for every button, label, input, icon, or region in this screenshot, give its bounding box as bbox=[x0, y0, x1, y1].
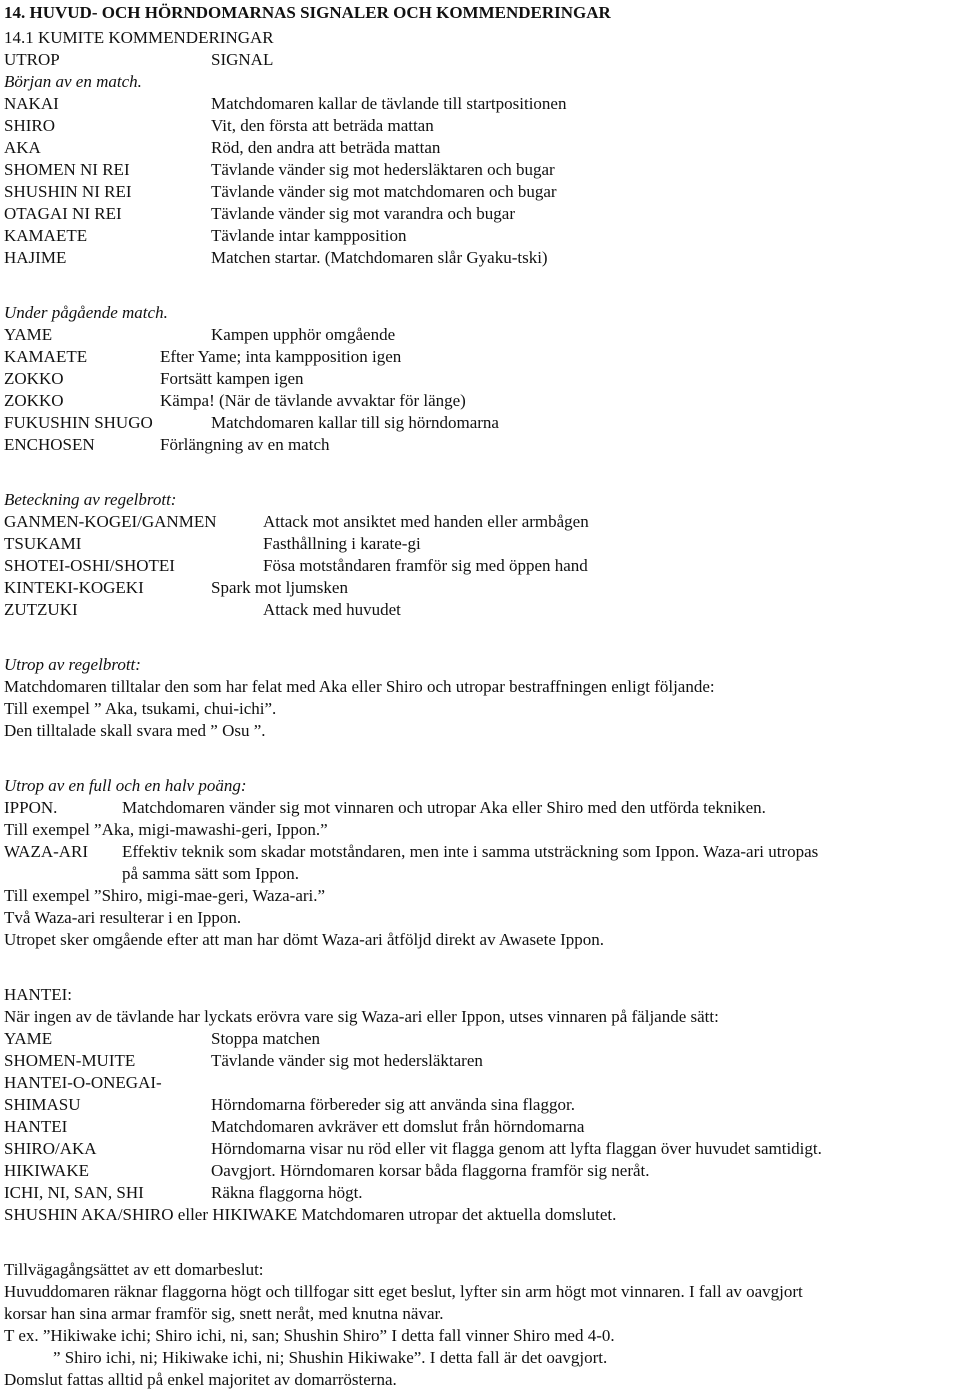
start-desc: Tävlande intar kampposition bbox=[211, 226, 407, 245]
call-violation-line: Till exempel ” Aka, tsukami, chui-ichi”. bbox=[4, 699, 277, 718]
procedure-example: ” Shiro ichi, ni; Hikiwake ichi, ni; Shushin Hikiwake”. I detta fall är det oavgjort. bbox=[53, 1348, 608, 1367]
violation-term: KINTEKI-KOGEKI bbox=[4, 578, 144, 597]
two-wazaari-line: Två Waza-ari resulterar i en Ippon. bbox=[4, 908, 242, 927]
violations-section-title: Beteckning av regelbrott: bbox=[4, 490, 177, 509]
ongoing-desc: Kämpa! (När de tävlande avvaktar för länge) bbox=[160, 391, 466, 410]
wazaari-desc-cont: på samma sätt som Ippon. bbox=[122, 864, 300, 883]
start-desc: Tävlande vänder sig mot varandra och bugar bbox=[211, 204, 515, 223]
hantei-term: ICHI, NI, SAN, SHI bbox=[4, 1183, 144, 1202]
hantei-title: HANTEI: bbox=[4, 985, 72, 1004]
hantei-desc: Tävlande vänder sig mot hedersläktaren bbox=[211, 1051, 483, 1070]
violation-desc: Fösa motståndaren framför sig med öppen hand bbox=[263, 556, 588, 575]
ongoing-desc: Efter Yame; inta kampposition igen bbox=[160, 347, 402, 366]
ongoing-term: YAME bbox=[4, 325, 53, 344]
ippon-example: Till exempel ”Aka, migi-mawashi-geri, Ippon.” bbox=[4, 820, 328, 839]
ongoing-term: ZOKKO bbox=[4, 391, 64, 410]
section-heading: 14. HUVUD- OCH HÖRNDOMARNAS SIGNALER OCH KOMMENDERINGAR bbox=[4, 3, 611, 22]
wazaari-term: WAZA-ARI bbox=[4, 842, 89, 861]
violation-term: GANMEN-KOGEI/GANMEN bbox=[4, 512, 217, 531]
start-term: KAMAETE bbox=[4, 226, 88, 245]
violation-term: TSUKAMI bbox=[4, 534, 82, 553]
start-term: OTAGAI NI REI bbox=[4, 204, 122, 223]
hantei-term: HANTEI-O-ONEGAI- bbox=[4, 1073, 162, 1092]
hantei-intro: När ingen av de tävlande har lyckats erövra vare sig Waza-ari eller Ippon, utses vinnaren på fäljande sätt: bbox=[4, 1007, 719, 1026]
start-term: SHIRO bbox=[4, 116, 56, 135]
violation-term: SHOTEI-OSHI/SHOTEI bbox=[4, 556, 175, 575]
hantei-term: SHIMASU bbox=[4, 1095, 81, 1114]
start-term: AKA bbox=[4, 138, 41, 157]
hantei-term: SHOMEN-MUITE bbox=[4, 1051, 136, 1070]
start-desc: Röd, den andra att beträda mattan bbox=[211, 138, 441, 157]
start-desc: Matchen startar. (Matchdomaren slår Gyaku-tski) bbox=[211, 248, 548, 267]
call-violation-title: Utrop av regelbrott: bbox=[4, 655, 141, 674]
procedure-example: T ex. ”Hikiwake ichi; Shiro ichi, ni, san; Shushin Shiro” I detta fall vinner Shiro med 4-0. bbox=[4, 1326, 615, 1345]
ongoing-section-title: Under pågående match. bbox=[4, 303, 168, 322]
hantei-last-line: SHUSHIN AKA/SHIRO eller HIKIWAKE Matchdomaren utropar det aktuella domslutet. bbox=[4, 1205, 617, 1224]
start-term: SHOMEN NI REI bbox=[4, 160, 130, 179]
violation-desc: Spark mot ljumsken bbox=[211, 578, 348, 597]
subsection-heading: 14.1 KUMITE KOMMENDERINGAR bbox=[4, 28, 274, 47]
hantei-desc: Matchdomaren avkräver ett domslut från hörndomarna bbox=[211, 1117, 585, 1136]
wazaari-example: Till exempel ”Shiro, migi-mae-geri, Waza-ari.” bbox=[4, 886, 326, 905]
start-desc: Tävlande vänder sig mot hedersläktaren och bugar bbox=[211, 160, 555, 179]
violation-term: ZUTZUKI bbox=[4, 600, 78, 619]
hantei-desc: Hörndomarna förbereder sig att använda sina flaggor. bbox=[211, 1095, 575, 1114]
ippon-term: IPPON. bbox=[4, 798, 58, 817]
hantei-desc: Hörndomarna visar nu röd eller vit flagga genom att lyfta flaggan över huvudet samtidigt. bbox=[211, 1139, 822, 1158]
ippon-desc: Matchdomaren vänder sig mot vinnaren och utropar Aka eller Shiro med den utförda tekniken. bbox=[122, 798, 766, 817]
procedure-last-line: Domslut fattas alltid på enkel majoritet av domarrösterna. bbox=[4, 1370, 397, 1389]
ongoing-desc: Förlängning av en match bbox=[160, 435, 330, 454]
hantei-desc: Räkna flaggorna högt. bbox=[211, 1183, 363, 1202]
call-violation-line: Matchdomaren tilltalar den som har felat med Aka eller Shiro och utropar bestraffningen enligt följande: bbox=[4, 677, 715, 696]
hantei-desc: Stoppa matchen bbox=[211, 1029, 321, 1048]
hantei-term: SHIRO/AKA bbox=[4, 1139, 97, 1158]
start-desc: Tävlande vänder sig mot matchdomaren och bugar bbox=[211, 182, 557, 201]
violation-desc: Attack mot ansiktet med handen eller armbågen bbox=[263, 512, 589, 531]
ongoing-term: ZOKKO bbox=[4, 369, 64, 388]
ongoing-desc: Kampen upphör omgående bbox=[211, 325, 396, 344]
column-header-utrop: UTROP bbox=[4, 50, 60, 69]
ongoing-term: KAMAETE bbox=[4, 347, 88, 366]
start-desc: Vit, den första att beträda mattan bbox=[211, 116, 434, 135]
procedure-title: Tillvägagångsättet av ett domarbeslut: bbox=[4, 1260, 264, 1279]
ongoing-desc: Matchdomaren kallar till sig hörndomarna bbox=[211, 413, 499, 432]
hantei-term: HIKIWAKE bbox=[4, 1161, 89, 1180]
hantei-term: HANTEI bbox=[4, 1117, 68, 1136]
awasete-line: Utropet sker omgående efter att man har dömt Waza-ari åtföljd direkt av Awasete Ippon. bbox=[4, 930, 605, 949]
start-section-title: Början av en match. bbox=[4, 72, 142, 91]
hantei-term: YAME bbox=[4, 1029, 53, 1048]
violation-desc: Attack med huvudet bbox=[263, 600, 401, 619]
column-header-signal: SIGNAL bbox=[211, 50, 274, 69]
call-violation-line: Den tilltalade skall svara med ” Osu ”. bbox=[4, 721, 266, 740]
hantei-desc: Oavgjort. Hörndomaren korsar båda flaggorna framför sig neråt. bbox=[211, 1161, 650, 1180]
violation-desc: Fasthållning i karate-gi bbox=[263, 534, 421, 553]
ongoing-desc: Fortsätt kampen igen bbox=[160, 369, 304, 388]
start-term: SHUSHIN NI REI bbox=[4, 182, 132, 201]
ongoing-term: FUKUSHIN SHUGO bbox=[4, 413, 153, 432]
start-term: HAJIME bbox=[4, 248, 67, 267]
procedure-line: korsar han sina armar framför sig, snett neråt, med knutna nävar. bbox=[4, 1304, 444, 1323]
wazaari-desc: Effektiv teknik som skadar motståndaren, men inte i samma utsträckning som Ippon. Waza-ari utropas bbox=[122, 842, 819, 861]
ongoing-term: ENCHOSEN bbox=[4, 435, 95, 454]
procedure-line: Huvuddomaren räknar flaggorna högt och tillfogar sitt eget beslut, lyfter sin arm högt mot vinnaren. I fall av oavgjort bbox=[4, 1282, 803, 1301]
points-section-title: Utrop av en full och en halv poäng: bbox=[4, 776, 247, 795]
start-desc: Matchdomaren kallar de tävlande till startpositionen bbox=[211, 94, 567, 113]
start-term: NAKAI bbox=[4, 94, 59, 113]
